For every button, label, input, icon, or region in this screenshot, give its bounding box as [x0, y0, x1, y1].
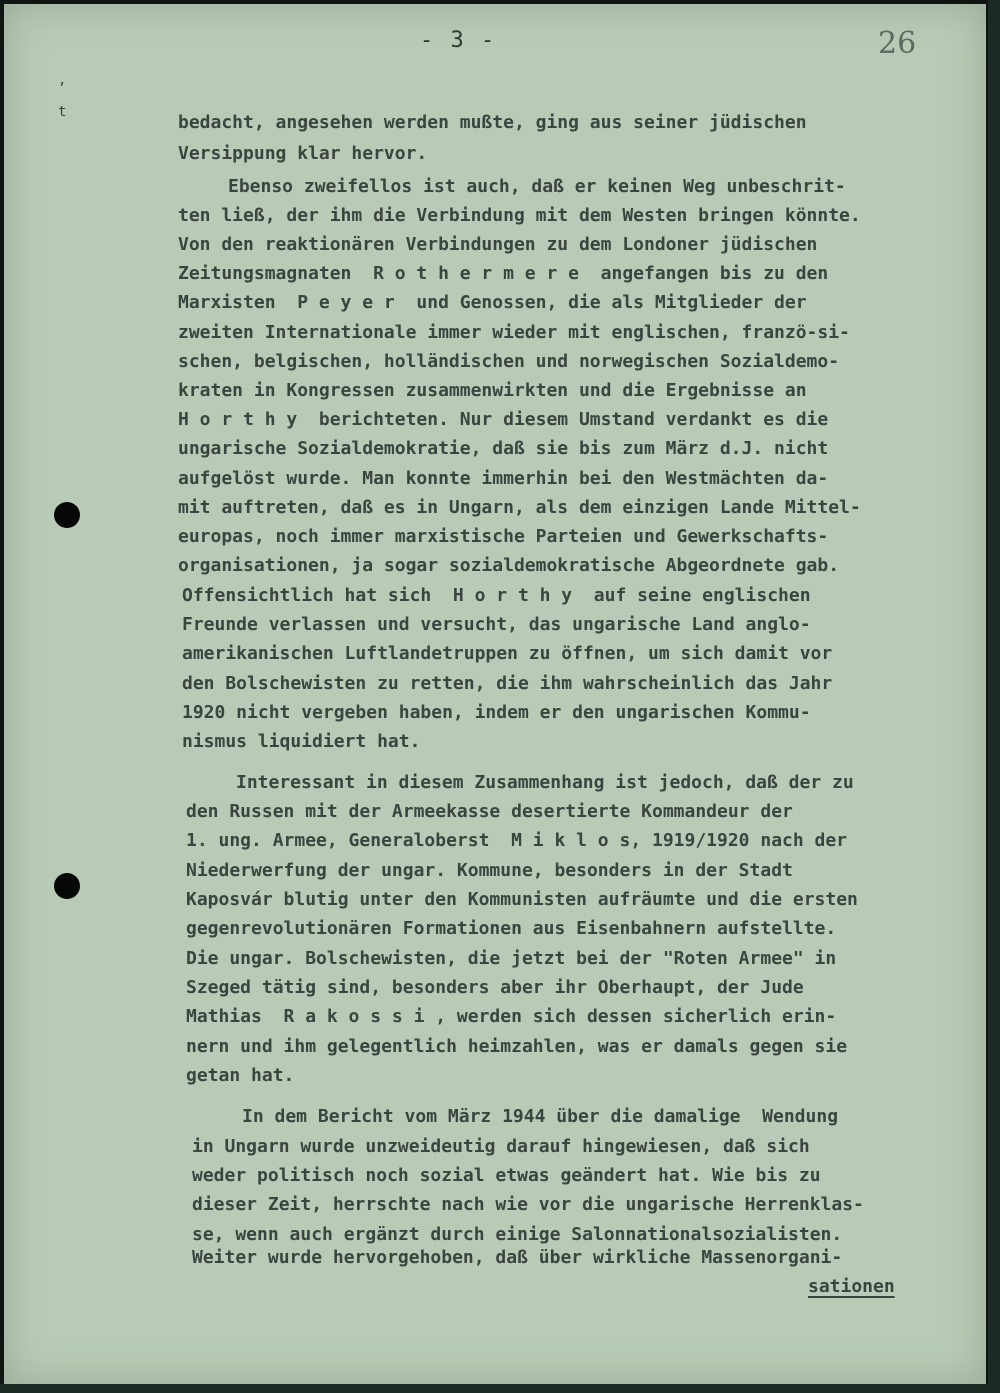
text-line: Niederwerfung der ungar. Kommune, besonders in der Stadt: [186, 860, 793, 881]
scan-border-bottom: [0, 1384, 1000, 1393]
text-line: In dem Bericht vom März 1944 über die damalige Wendung: [242, 1106, 839, 1127]
text-line: dieser Zeit, herrschte nach wie vor die ungarische Herrenklas-: [192, 1194, 864, 1215]
page-number: - 3 -: [420, 28, 497, 53]
text-line: Die ungar. Bolschewisten, die jetzt bei der "Roten Armee" in: [186, 948, 837, 969]
text-line: den Bolschewisten zu retten, die ihm wahrscheinlich das Jahr: [182, 673, 833, 694]
text-line: Ebenso zweifellos ist auch, daß er keinen Weg unbeschrit-: [228, 176, 846, 197]
text-line: Szeged tätig sind, besonders aber ihr Oberhaupt, der Jude: [186, 977, 804, 998]
scan-border-right: [988, 0, 1000, 1393]
catchword: sationen: [808, 1276, 895, 1297]
text-line: getan hat.: [186, 1065, 295, 1086]
text-line: weder politisch noch sozial etwas geändert hat. Wie bis zu: [192, 1165, 821, 1186]
margin-mark: ,: [58, 72, 67, 88]
text-line: Versippung klar hervor.: [178, 143, 428, 164]
text-line: zweiten Internationale immer wieder mit englischen, franzö-si-: [178, 322, 850, 343]
text-line: europas, noch immer marxistische Parteien und Gewerkschafts-: [178, 526, 829, 547]
text-line: amerikanischen Luftlandetruppen zu öffnen, um sich damit vor: [182, 643, 833, 664]
text-line: den Russen mit der Armeekasse desertierte Kommandeur der: [186, 801, 793, 822]
text-line: 1. ung. Armee, Generaloberst M i k l o s, 1919/1920 nach der: [186, 830, 848, 851]
text-line: Freunde verlassen und versucht, das ungarische Land anglo-: [182, 614, 811, 635]
text-line: kraten in Kongressen zusammenwirkten und die Ergebnisse an: [178, 380, 807, 401]
text-line: Zeitungsmagnaten R o t h e r m e r e angefangen bis zu den: [178, 263, 829, 284]
text-line: organisationen, ja sogar sozialdemokratische Abgeordnete gab.: [178, 555, 840, 576]
text-line: Mathias R a k o s s i , werden sich dessen sicherlich erin-: [186, 1006, 837, 1027]
text-line: Offensichtlich hat sich H o r t h y auf seine englischen: [182, 585, 811, 606]
text-line: mit auftreten, daß es in Ungarn, als dem einzigen Lande Mittel-: [178, 497, 861, 518]
text-line: H o r t h y berichteten. Nur diesem Umstand verdankt es die: [178, 409, 829, 430]
text-line: ungarische Sozialdemokratie, daß sie bis zum März d.J. nicht: [178, 438, 829, 459]
text-line: bedacht, angesehen werden mußte, ging aus seiner jüdischen: [178, 112, 807, 133]
text-line: Von den reaktionären Verbindungen zu dem Londoner jüdischen: [178, 234, 818, 255]
text-line: in Ungarn wurde unzweideutig darauf hingewiesen, daß sich: [192, 1136, 810, 1157]
text-line: ten ließ, der ihm die Verbindung mit dem Westen bringen könnte.: [178, 205, 861, 226]
text-line: Weiter wurde hervorgehoben, daß über wirkliche Massenorgani-: [192, 1247, 843, 1268]
text-line: Interessant in diesem Zusammenhang ist jedoch, daß der zu: [236, 772, 854, 793]
text-line: Kaposvár blutig unter den Kommunisten aufräumte und die ersten: [186, 889, 858, 910]
text-line: 1920 nicht vergeben haben, indem er den ungarischen Kommu-: [182, 702, 811, 723]
folio-number: 26: [878, 26, 917, 61]
text-line: se, wenn auch ergänzt durch einige Salonnationalsozialisten.: [192, 1224, 843, 1245]
text-line: gegenrevolutionären Formationen aus Eisenbahnern aufstellte.: [186, 918, 837, 939]
text-line: schen, belgischen, holländischen und norwegischen Sozialdemo-: [178, 351, 840, 372]
text-line: nismus liquidiert hat.: [182, 731, 421, 752]
margin-mark: t: [58, 104, 67, 120]
text-line: aufgelöst wurde. Man konnte immerhin bei den Westmächten da-: [178, 468, 829, 489]
text-line: nern und ihm gelegentlich heimzahlen, was er damals gegen sie: [186, 1036, 848, 1057]
text-line: Marxisten P e y e r und Genossen, die als Mitglieder der: [178, 292, 807, 313]
